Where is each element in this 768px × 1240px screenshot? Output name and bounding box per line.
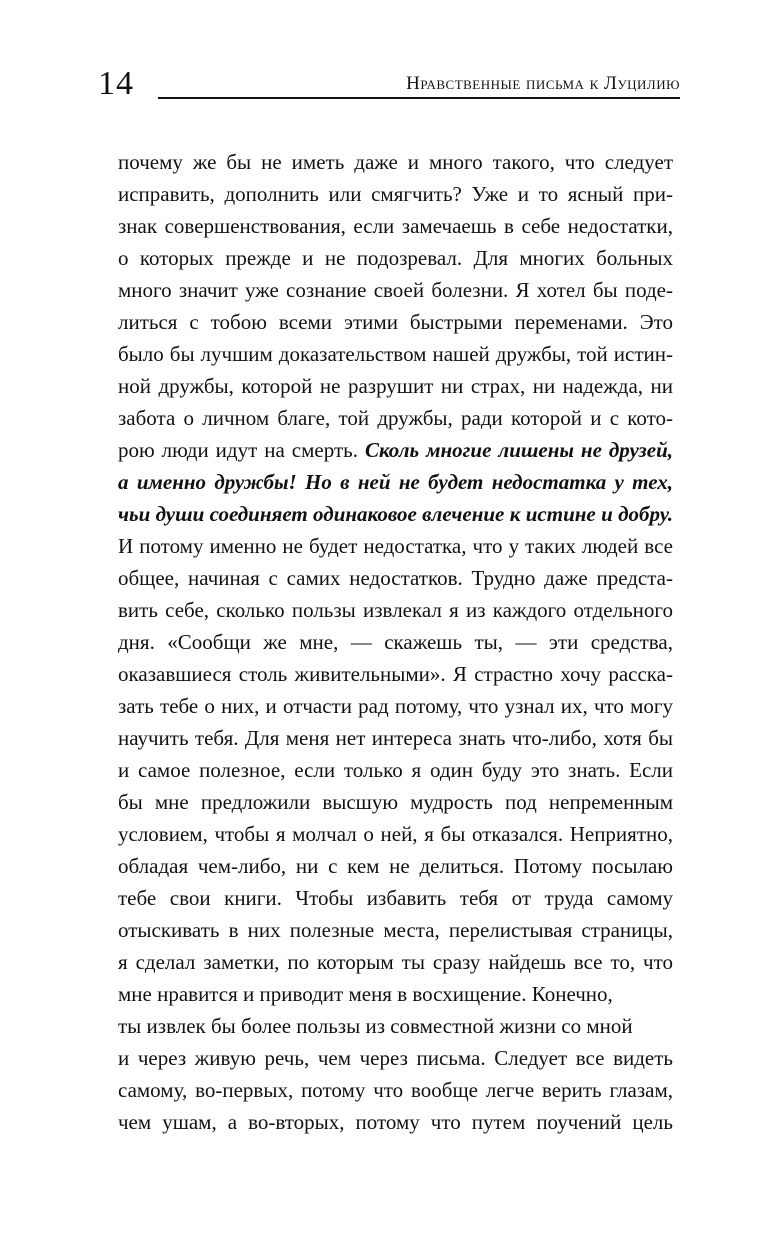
text-line: самому, во-первых, потому что вообще легче верить глазам, [118,1078,673,1102]
text-line: почему же бы не иметь даже и много такого, что следует [118,150,673,174]
header-rule [158,97,680,99]
text-line: чьи души соединяет одинаковое влечение к истине и добру. [118,502,673,526]
text-line: тебе свои книги. Чтобы избавить тебя от труда самому [118,886,673,910]
text-line: исправить, дополнить или смягчить? Уже и то ясный при- [118,182,673,206]
text-line: дня. «Сообщи же мне, — скажешь ты, — эти средства, [118,630,673,654]
running-title: Нравственные письма к Луцилию [406,73,680,94]
text-line: много значит уже сознание своей болезни. Я хотел бы поде- [118,278,673,302]
text-line: И потому именно не будет недостатка, что у таких людей все [118,534,673,558]
text-line [118,434,673,466]
text-line: ты извлек бы более пользы из совместной жизни со мной [118,1014,633,1038]
text-line: вить себе, сколько пользы извлекал я из каждого отдельного [118,598,673,622]
text-line: о которых прежде и не подозревал. Для многих больных [118,246,673,270]
text-line-plain: рою люди идут на смерть. [118,438,358,462]
text-line: обладая чем-либо, ни с кем не делиться. Потому посылаю [118,854,673,878]
text-line: условием, чтобы я молчал о ней, я бы отказался. Неприятно, [118,822,673,846]
text-line: научить тебя. Для меня нет интереса знать что-либо, хотя бы [118,726,673,750]
text-line: зать тебе о них, и отчасти рад потому, что узнал их, что могу [118,694,673,718]
text-line: отыскивать в них полезные места, перелистывая страницы, [118,918,673,942]
body-text [118,146,673,1138]
text-line: и самое полезное, если только я один буду это знать. Если [118,758,673,782]
text-line: и через живую речь, чем через письма. Следует все видеть [118,1046,673,1070]
text-line: чем ушам, а во-вторых, потому что путем поучений цель [118,1110,673,1134]
page-number: 14 [98,65,134,102]
text-line: мне нравится и приводит меня в восхищение. Конечно, [118,982,613,1006]
text-line: я сделал заметки, по которым ты сразу найдешь все то, что [118,950,673,974]
text-line: общее, начиная с самих недостатков. Трудно даже предста- [118,566,673,590]
text-line: забота о личном благе, той дружбы, ради которой и с кото- [118,406,673,430]
text-line: ной дружбы, которой не разрушит ни страх, ни надежда, ни [118,374,673,398]
text-line: знак совершенствования, если замечаешь в себе недостатки, [118,214,673,238]
text-line-emphasis: Сколь многие лишены не друзей, [364,438,673,462]
text-line: было бы лучшим доказательством нашей дружбы, той истин- [118,342,673,366]
text-line: оказавшиеся столь живительными». Я страстно хочу расска- [118,662,673,686]
text-line: литься с тобою всеми этими быстрыми переменами. Это [118,310,673,334]
text-line: а именно дружбы! Но в ней не будет недостатка у тех, [118,470,673,494]
text-line: бы мне предложили высшую мудрость под непременным [118,790,673,814]
